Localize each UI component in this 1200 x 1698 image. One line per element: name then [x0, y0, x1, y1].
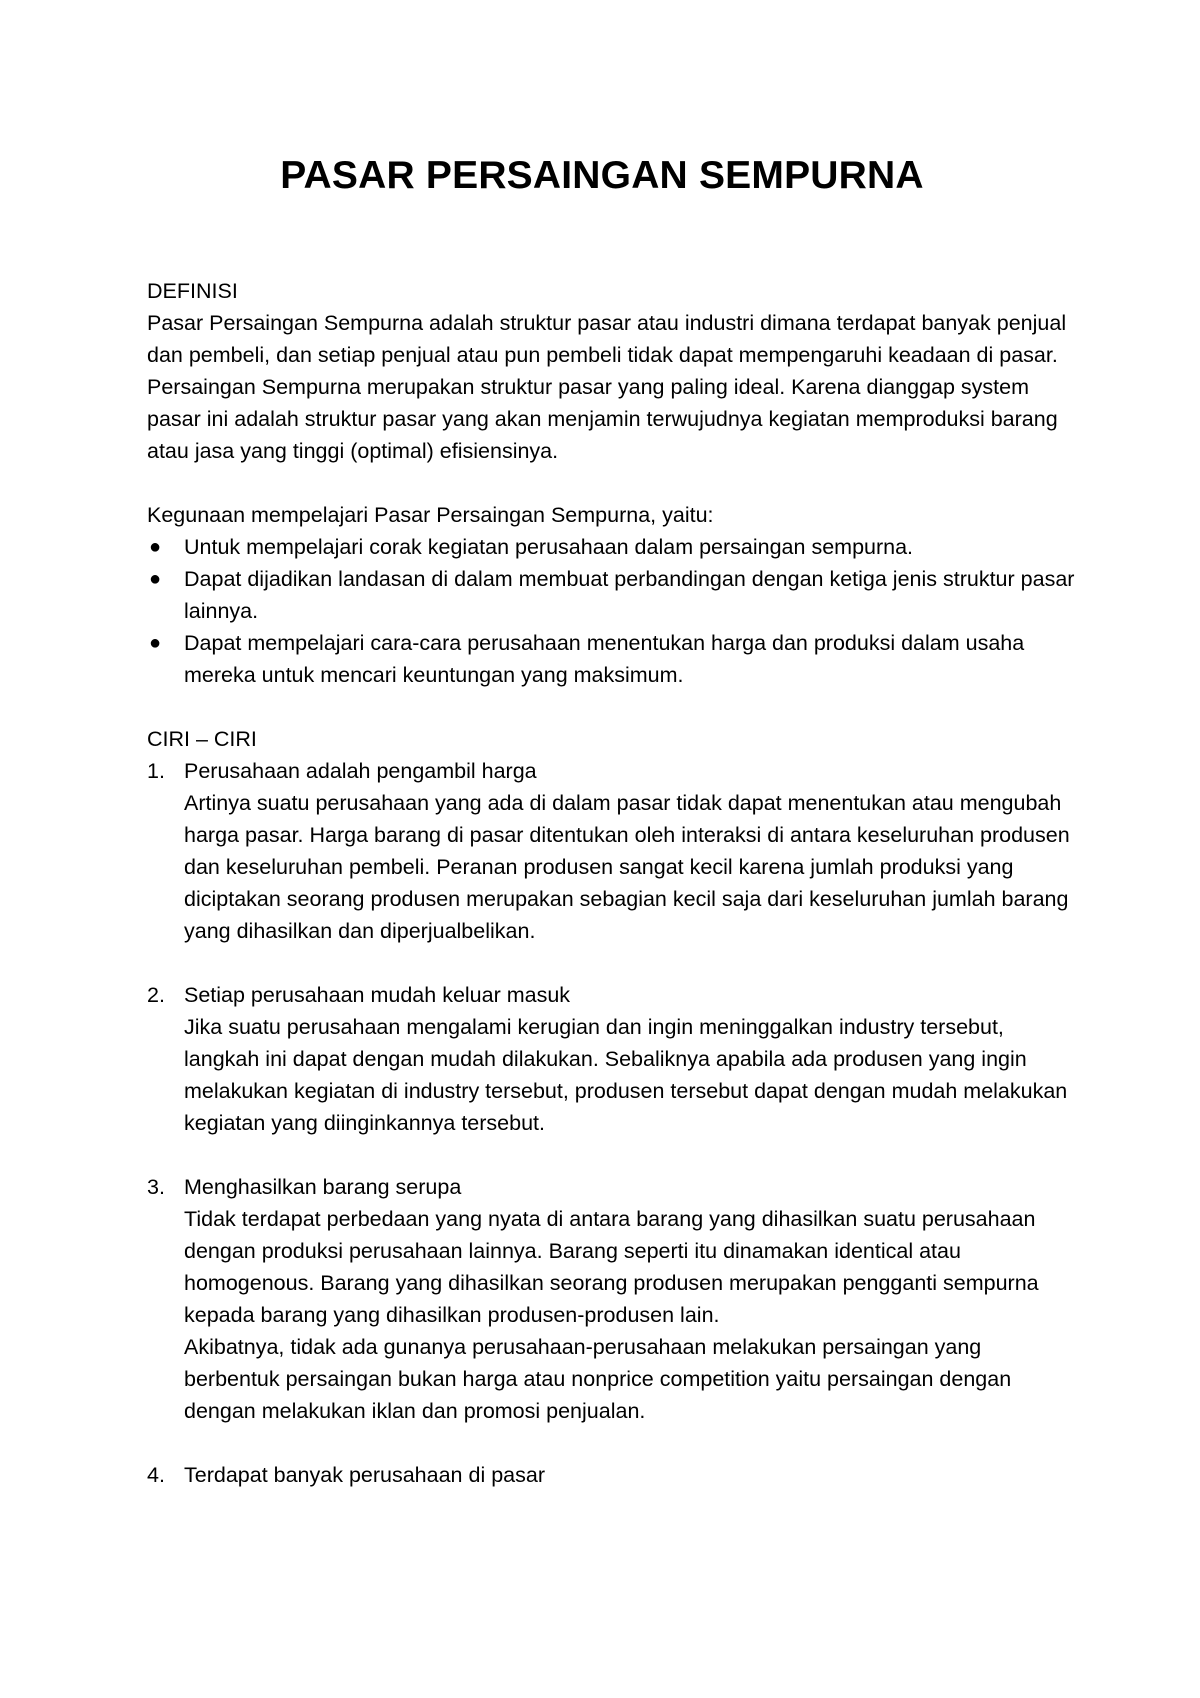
spacer — [147, 1139, 1077, 1171]
item-number: 3. — [147, 1175, 165, 1199]
list-item — [147, 563, 1077, 627]
bullet-icon: ● — [149, 536, 162, 558]
item-title: Terdapat banyak perusahaan di pasar — [184, 1463, 545, 1487]
list-item — [147, 531, 1077, 563]
bullet-icon: ● — [149, 632, 162, 654]
bullet-text: Dapat mempelajari cara-cara perusahaan menentukan harga dan produksi dalam usaha mereka untuk mencari keuntungan yang maksimum. — [184, 631, 1025, 687]
document-body — [147, 275, 1077, 1491]
item-paragraph: Artinya suatu perusahaan yang ada di dalam pasar tidak dapat menentukan atau mengubah harga pasar. Harga barang di pasar ditentukan oleh interaksi di antara keseluruhan produsen dan keseluruhan pembeli. Peranan produsen sangat kecil karena jumlah produksi yang diciptakan seorang produsen merupakan sebagian kecil saja dari keseluruhan jumlah barang yang dihasilkan dan diperjualbelikan. — [184, 791, 1070, 943]
spacer — [147, 947, 1077, 979]
ciri-numbered-list — [147, 755, 1077, 1491]
list-item — [147, 979, 1077, 1139]
list-item — [147, 627, 1077, 691]
item-number: 4. — [147, 1463, 165, 1487]
item-number: 2. — [147, 983, 165, 1007]
page-title: PASAR PERSAINGAN SEMPURNA — [280, 154, 924, 197]
item-title: Perusahaan adalah pengambil harga — [184, 759, 537, 783]
item-paragraph: Tidak terdapat perbedaan yang nyata di antara barang yang dihasilkan suatu perusahaan dengan produksi perusahaan lainnya. Barang seperti itu dinamakan identical atau homogenous. Barang yang dihasilkan seorang produsen merupakan pengganti sempurna kepada barang yang dihasilkan produsen-produsen lain. — [184, 1207, 1039, 1327]
item-title: Menghasilkan barang serupa — [184, 1175, 462, 1199]
bullet-text: Dapat dijadikan landasan di dalam membuat perbandingan dengan ketiga jenis struktur pasar lainnya. — [184, 567, 1075, 623]
kegunaan-bullet-list — [147, 531, 1077, 691]
list-item — [147, 1171, 1077, 1427]
definisi-paragraph: Pasar Persaingan Sempurna adalah struktur pasar atau industri dimana terdapat banyak penjual dan pembeli, dan setiap penjual atau pun pembeli tidak dapat mempengaruhi keadaan di pasar. — [147, 311, 1067, 367]
list-item — [147, 1459, 1077, 1491]
spacer — [147, 467, 1077, 499]
spacer — [147, 691, 1077, 723]
definisi-heading: DEFINISI — [147, 279, 238, 303]
definisi-paragraph: Persaingan Sempurna merupakan struktur pasar yang paling ideal. Karena dianggap system pasar ini adalah struktur pasar yang akan menjamin terwujudnya kegiatan memproduksi barang atau jasa yang tinggi (optimal) efisiensinya. — [147, 375, 1058, 463]
item-title: Setiap perusahaan mudah keluar masuk — [184, 983, 571, 1007]
bullet-icon: ● — [149, 568, 162, 590]
item-number: 1. — [147, 759, 165, 783]
kegunaan-intro: Kegunaan mempelajari Pasar Persaingan Sempurna, yaitu: — [147, 503, 714, 527]
ciri-heading: CIRI – CIRI — [147, 727, 257, 751]
bullet-text: Untuk mempelajari corak kegiatan perusahaan dalam persaingan sempurna. — [184, 535, 914, 559]
list-item — [147, 755, 1077, 947]
item-paragraph: Jika suatu perusahaan mengalami kerugian dan ingin meninggalkan industry tersebut, langkah ini dapat dengan mudah dilakukan. Sebaliknya apabila ada produsen yang ingin melakukan kegiatan di industry tersebut, produsen tersebut dapat dengan mudah melakukan kegiatan yang diinginkannya tersebut. — [184, 1015, 1068, 1135]
spacer — [147, 1427, 1077, 1459]
item-paragraph: Akibatnya, tidak ada gunanya perusahaan-perusahaan melakukan persaingan yang berbentuk persaingan bukan harga atau nonprice competition yaitu persaingan dengan dengan melakukan iklan dan promosi penjualan. — [184, 1335, 1012, 1423]
